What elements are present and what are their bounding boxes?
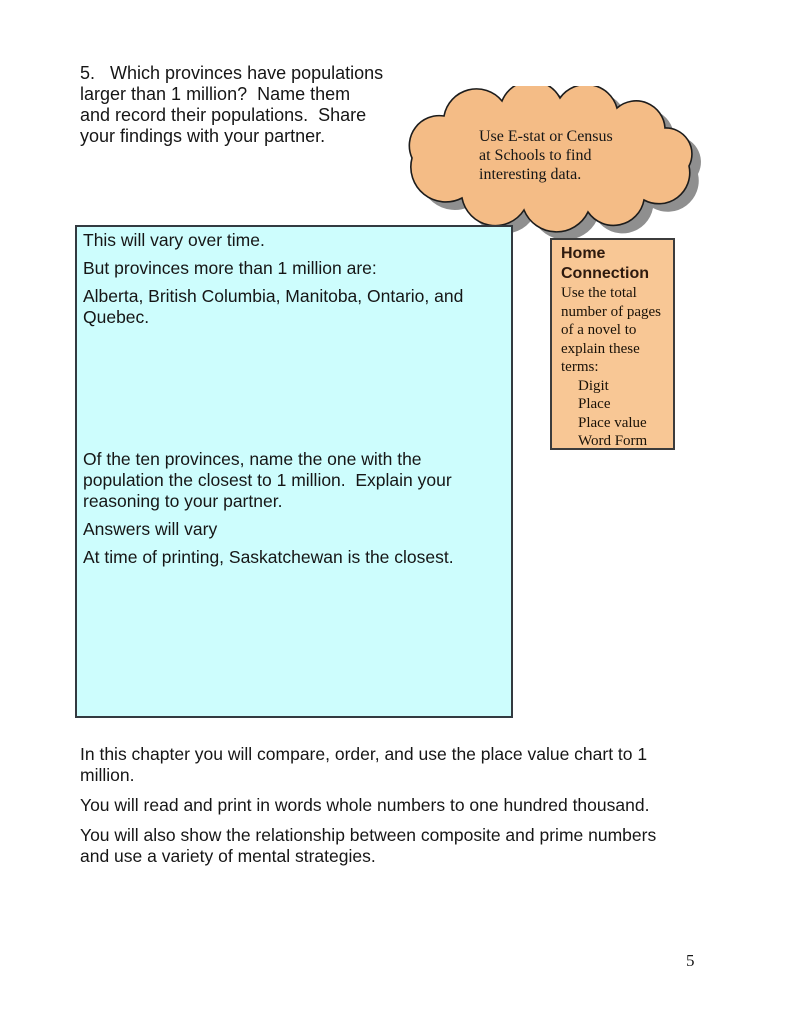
overview-paragraph: You will also show the relationship between composite and prime numbers and use a variety of mental strategies. <box>80 825 657 866</box>
answer-paragraph: At time of printing, Saskatchewan is the closest. <box>83 547 454 567</box>
answer-paragraph: This will vary over time. <box>83 230 265 250</box>
answer-paragraph: Answers will vary <box>83 519 218 539</box>
overview-paragraph: You will read and print in words whole numbers to one hundred thousand. <box>80 795 650 815</box>
answer-spacer <box>83 335 505 449</box>
home-connection-title: Home Connection <box>561 245 649 282</box>
chapter-overview <box>80 744 740 876</box>
home-connection-body: Use the total number of pages of a novel to explain these terms: <box>561 285 661 375</box>
cloud-callout-text: Use E-stat or Census at Schools to find interesting data. <box>479 128 613 183</box>
overview-paragraph: In this chapter you will compare, order, and use the place value chart to 1 million. <box>80 744 648 785</box>
answer-paragraph: But provinces more than 1 million are: <box>83 258 377 278</box>
answer-paragraph: Of the ten provinces, name the one with the population the closest to 1 million. Explain your reasoning to your partner. <box>83 449 452 511</box>
home-connection-box <box>550 238 675 450</box>
question-text: 5. Which provinces have populations larger than 1 million? Name them and record their populations. Share your findings with your partner. <box>80 63 384 146</box>
page-number: 5 <box>686 951 695 970</box>
answer-paragraph: Alberta, British Columbia, Manitoba, Ontario, and Quebec. <box>83 286 464 327</box>
home-connection-terms: Digit Place Place value Word Form <box>578 377 648 449</box>
answer-box <box>75 225 513 718</box>
